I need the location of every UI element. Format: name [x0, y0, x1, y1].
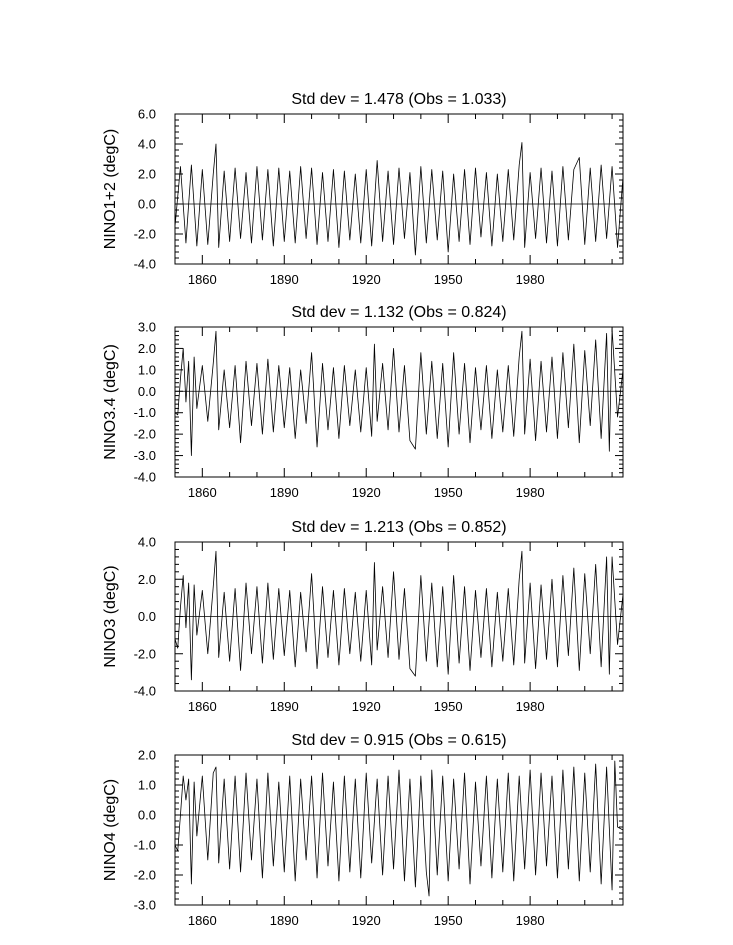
nino12-ylabel: NINO1+2 (degC) [102, 128, 119, 250]
nino34-xtick-label: 1920 [351, 485, 381, 500]
nino34-ytick-label: 3.0 [137, 319, 156, 335]
nino12-xtick-label: 1890 [269, 272, 299, 287]
nino4-xtick-label: 1920 [351, 913, 381, 928]
nino4-series-line [175, 761, 623, 896]
nino12-xtick-label: 1920 [351, 272, 381, 287]
nino3-ytick-label: 2.0 [137, 571, 156, 587]
nino3-ytick-label: 4.0 [137, 534, 156, 550]
nino4-xtick-label: 1890 [269, 913, 299, 928]
nino4-ytick-label: 2.0 [137, 747, 156, 763]
nino3-xtick-label: 1980 [515, 699, 545, 714]
nino3-title: Std dev = 1.213 (Obs = 0.852) [291, 519, 507, 536]
nino12-ytick-label: 2.0 [137, 166, 156, 182]
nino4-ylabel: NINO4 (degC) [102, 778, 119, 882]
nino12-ytick-label: -2.0 [133, 226, 156, 242]
nino34-series-line [175, 329, 623, 455]
nino12-xtick-label: 1860 [187, 272, 217, 287]
nino4-title: Std dev = 0.915 (Obs = 0.615) [291, 732, 507, 749]
nino34-xtick-label: 1980 [515, 485, 545, 500]
nino34-ylabel: NINO3.4 (degC) [102, 344, 119, 460]
nino34-xtick-label: 1860 [187, 485, 217, 500]
nino4-ytick-label: -3.0 [133, 897, 156, 913]
nino3-ytick-label: 0.0 [137, 609, 156, 624]
nino3-xtick-label: 1950 [433, 699, 463, 714]
nino12-ytick-label: 0.0 [137, 196, 156, 212]
nino34-xtick-label: 1890 [269, 485, 299, 500]
nino4-ytick-label: 1.0 [137, 777, 156, 793]
nino4-ytick-label: 0.0 [137, 807, 156, 823]
nino12-ytick-label: 4.0 [137, 136, 156, 152]
nino34-ytick-label: 1.0 [137, 362, 156, 378]
nino3-ylabel: NINO3 (degC) [102, 565, 119, 668]
nino4-xtick-label: 1980 [515, 913, 545, 928]
nino12-ytick-label: -4.0 [133, 256, 156, 272]
nino3-ytick-label: -4.0 [133, 683, 156, 699]
nino34-xtick-label: 1950 [433, 485, 463, 500]
nino4-xtick-label: 1950 [433, 913, 463, 928]
nino3-xtick-label: 1860 [187, 699, 217, 714]
nino3-xtick-label: 1890 [269, 699, 299, 714]
panel-nino34 [102, 304, 623, 500]
nino34-ytick-label: -4.0 [133, 469, 156, 485]
nino34-ytick-label: 0.0 [137, 383, 156, 399]
nino12-title: Std dev = 1.478 (Obs = 1.033) [291, 91, 507, 108]
nino3-ytick-label: -2.0 [133, 646, 156, 662]
nino12-plot-frame [175, 114, 623, 264]
nino34-ytick-label: -3.0 [133, 448, 156, 464]
nino34-plot-frame [175, 327, 623, 477]
nino12-xtick-label: 1980 [515, 272, 545, 287]
panel-nino3 [102, 519, 623, 714]
nino3-xtick-label: 1920 [351, 699, 381, 714]
nino12-series-line [175, 143, 623, 256]
nino34-title: Std dev = 1.132 (Obs = 0.824) [291, 304, 507, 321]
panel-nino4 [102, 732, 623, 928]
panel-nino12 [102, 91, 623, 287]
nino3-series-line [175, 551, 623, 680]
nino4-ytick-label: -1.0 [133, 837, 156, 853]
nino34-ytick-label: -1.0 [133, 405, 156, 421]
nino12-ytick-label: 6.0 [137, 106, 156, 122]
nino4-xtick-label: 1860 [187, 913, 217, 928]
nino34-ytick-label: 2.0 [137, 340, 156, 356]
nino12-xtick-label: 1950 [433, 272, 463, 287]
nino4-ytick-label: -2.0 [133, 867, 156, 883]
nino34-ytick-label: -2.0 [133, 426, 156, 442]
